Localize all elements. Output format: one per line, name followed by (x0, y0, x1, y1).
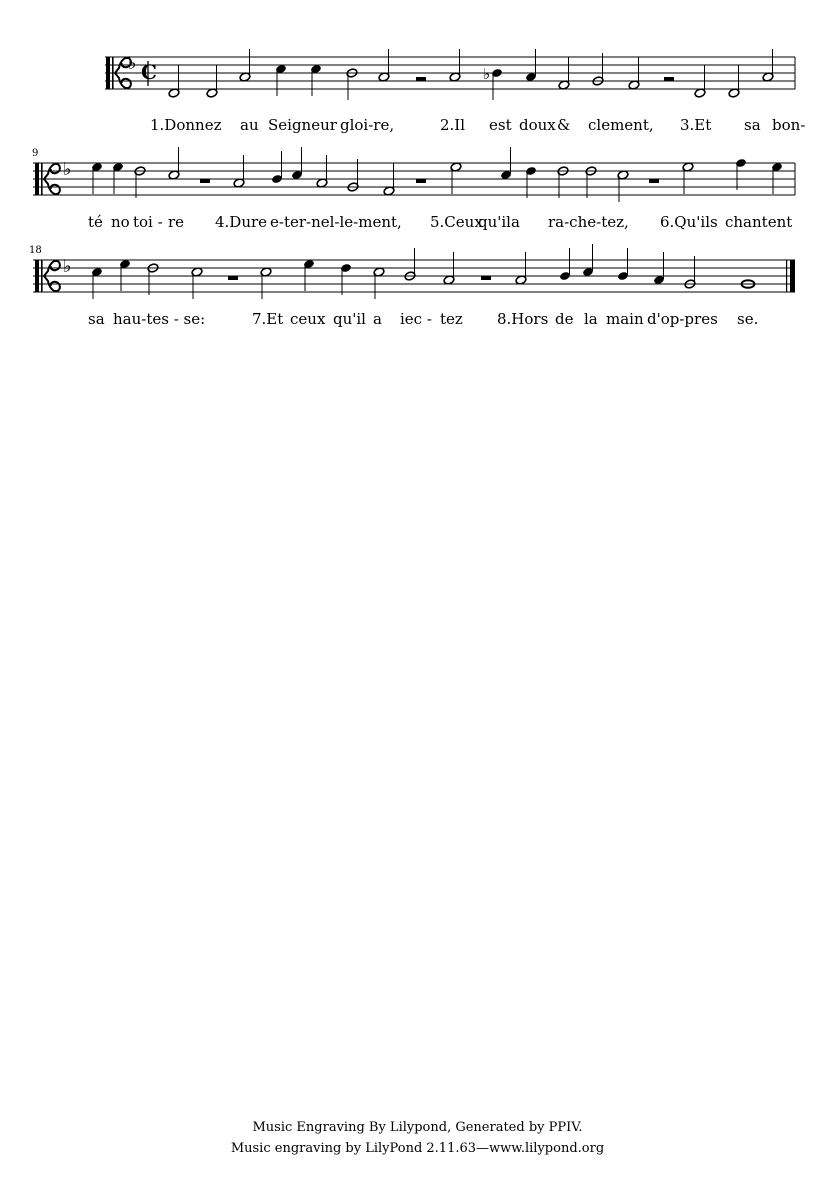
key-signature-flat-icon: ♭ (63, 256, 72, 277)
staff-lines (33, 163, 795, 195)
lyric-syllable: & (557, 116, 571, 134)
lyric-syllable: chantent (725, 213, 793, 231)
lyric-syllable: main (606, 310, 644, 328)
system-2 (32, 147, 795, 231)
system-3 (29, 244, 795, 328)
lyrics-system-2 (88, 213, 792, 231)
lyric-syllable: toi - (133, 213, 163, 231)
lyrics-system-1 (150, 116, 805, 134)
lyric-syllable: qu'il (333, 310, 366, 328)
lyric-syllable: a (373, 310, 382, 328)
lyric-syllable: la (584, 310, 598, 328)
system-1 (105, 49, 805, 134)
lyric-syllable: 7.Et (252, 310, 284, 328)
lyric-syllable: no (111, 213, 130, 231)
lyric-syllable: re (168, 213, 185, 231)
lyric-syllable: sa (744, 116, 761, 134)
lyric-syllable: qu'il (478, 213, 511, 231)
lyric-syllable: est (489, 116, 512, 134)
lyric-syllable: té (88, 213, 103, 231)
time-signature-cut-common: C (141, 60, 157, 84)
lyric-syllable: 3.Et (680, 116, 712, 134)
lyric-syllable: Seigneur (268, 116, 337, 134)
key-signature-flat-icon: ♭ (128, 53, 137, 74)
lyric-syllable: tez (440, 310, 463, 328)
lyric-syllable: a (511, 213, 520, 231)
lyric-syllable: bon- (772, 116, 806, 134)
staff-lines (105, 57, 795, 89)
lyric-syllable: ra-che-tez, (548, 213, 629, 231)
notes-system-3 (91, 244, 795, 299)
footer-engraving-credit: Music Engraving By Lilypond, Generated by PPIV. (252, 1120, 583, 1135)
lyric-syllable: d'op-pres (647, 310, 718, 328)
lyric-syllable: iec - (400, 310, 432, 328)
svg-text:♭: ♭ (483, 65, 491, 83)
lyric-syllable: ceux (290, 310, 326, 328)
lyric-syllable: se. (737, 310, 759, 328)
lyric-syllable: 5.Ceux (430, 213, 483, 231)
lyric-syllable: hau-tes - se: (113, 310, 206, 328)
lyric-syllable: 4.Dure (215, 213, 268, 231)
measure-number: 18 (29, 245, 42, 256)
lyric-syllable: gloi-re, (340, 116, 395, 134)
lyric-syllable: 8.Hors (497, 310, 549, 328)
footer-lilypond-credit: Music engraving by LilyPond 2.11.63—www.lilypond.org (230, 1141, 605, 1156)
lyrics-system-3 (88, 310, 758, 328)
lyric-syllable: sa (88, 310, 105, 328)
lyric-syllable: e-ter-nel-le-ment, (270, 213, 402, 231)
measure-number: 9 (32, 148, 39, 159)
lyric-syllable: doux (519, 116, 556, 134)
key-signature-flat-icon: ♭ (63, 159, 72, 180)
lyric-syllable: clement, (588, 116, 654, 134)
lyric-syllable: de (555, 310, 574, 328)
notes-system-2 (91, 147, 795, 202)
lyric-syllable: 6.Qu'ils (660, 213, 718, 231)
lyric-syllable: 2.Il (440, 116, 466, 134)
lyric-syllable: au (240, 116, 259, 134)
lyric-syllable: 1.Donnez (150, 116, 222, 134)
